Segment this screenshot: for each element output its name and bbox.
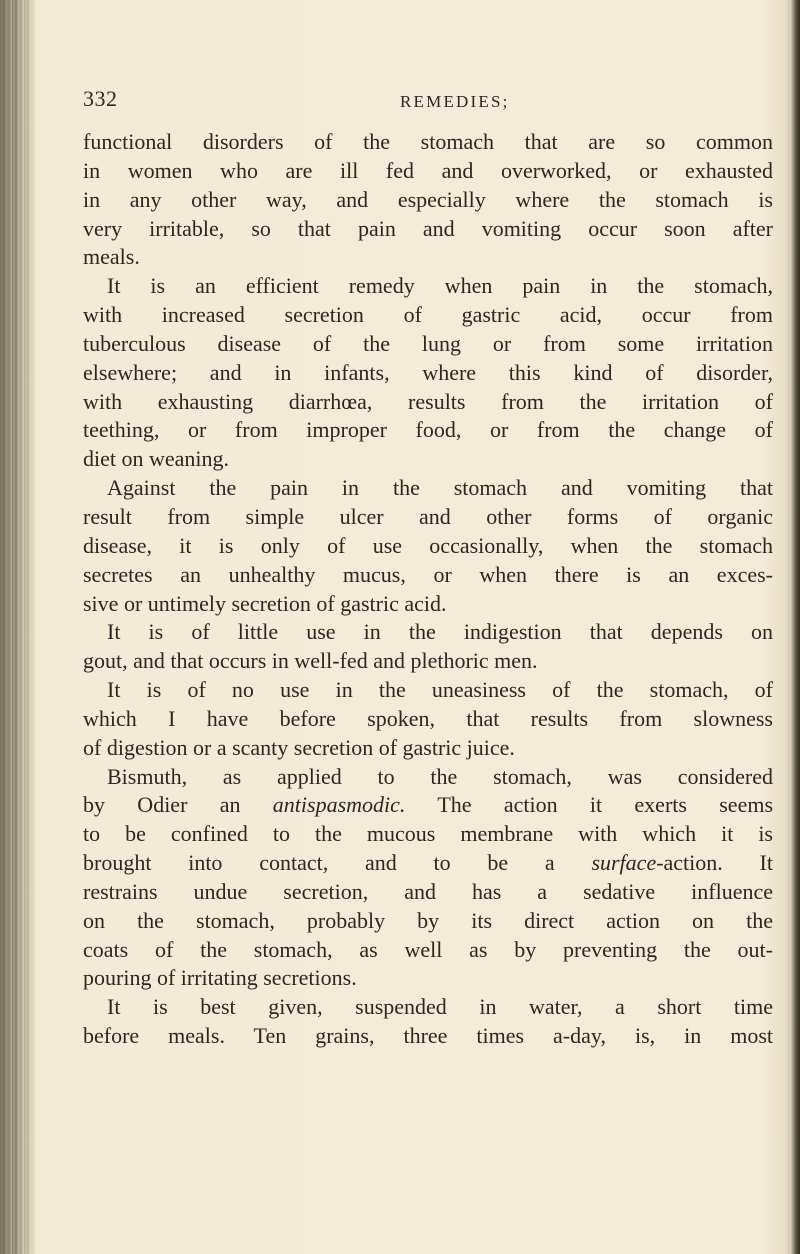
text-line: teething, or from improper food, or from the change of [83,417,773,443]
text-line: Against the pain in the stomach and vomiting that [107,475,773,501]
text-line: secretes an unhealthy mucus, or when there is an exces- [83,561,773,587]
text-line: restrains undue secretion, and has a sedative influence [83,878,773,904]
text-line: elsewhere; and in infants, where this kind of disorder, [83,359,773,385]
text-line: functional disorders of the stomach that are so common [83,129,773,154]
text-line: very irritable, so that pain and vomiting occur soon after [83,215,773,241]
text-line: to be confined to the mucous membrane with which it is [83,821,773,847]
italic-term: antispasmodic. [272,792,406,818]
text-line: tuberculous disease of the lung or from some irritation [83,330,773,356]
page-edge [790,0,800,1254]
text-line: sive or untimely secretion of gastric acid. [83,590,447,616]
text-line: on the stomach, probably by its direct action on the [83,907,773,933]
text-line: in women who are ill fed and overworked, or exhausted [83,157,773,183]
running-head: REMEDIES; [400,92,510,111]
text-line: in any other way, and especially where the stomach is [83,186,773,212]
text-line [83,849,773,878]
body-text [83,128,773,1051]
text-line: It is an efficient remedy when pain in the stomach, [107,273,773,299]
page-number: 332 [83,86,118,111]
text-line [83,791,773,820]
text-line: result from simple ulcer and other forms of organic [83,503,773,529]
italic-term: surface [591,850,657,876]
binding-gutter [0,0,36,1254]
text-line: with exhausting diarrhœa, results from the irritation of [83,388,773,414]
text-line: of digestion or a scanty secretion of gastric juice. [83,734,515,760]
text-segment: -action. It [656,850,773,876]
text-line: It is of little use in the indigestion that depends on [107,619,773,645]
text-line: which I have before spoken, that results from slowness [83,705,773,731]
text-line: meals. [83,244,140,270]
text-segment: The action it exerts seems [405,792,774,818]
text-segment: brought into contact, and to be a [83,850,592,876]
text-line: with increased secretion of gastric acid, occur from [83,302,773,328]
text-line: Bismuth, as applied to the stomach, was considered [107,763,773,789]
text-line: before meals. Ten grains, three times a-day, is, in most [83,1023,773,1049]
text-segment: by Odier an [83,792,273,818]
text-line: coats of the stomach, as well as by preventing the out- [83,936,773,962]
text-line: diet on weaning. [83,446,230,472]
text-line: gout, and that occurs in well-fed and plethoric men. [83,648,538,674]
text-line: pouring of irritating secretions. [83,965,357,991]
text-line: It is best given, suspended in water, a short time [107,994,773,1020]
text-line: It is of no use in the uneasiness of the stomach, of [107,677,773,703]
text-line: disease, it is only of use occasionally, when the stomach [83,532,773,558]
